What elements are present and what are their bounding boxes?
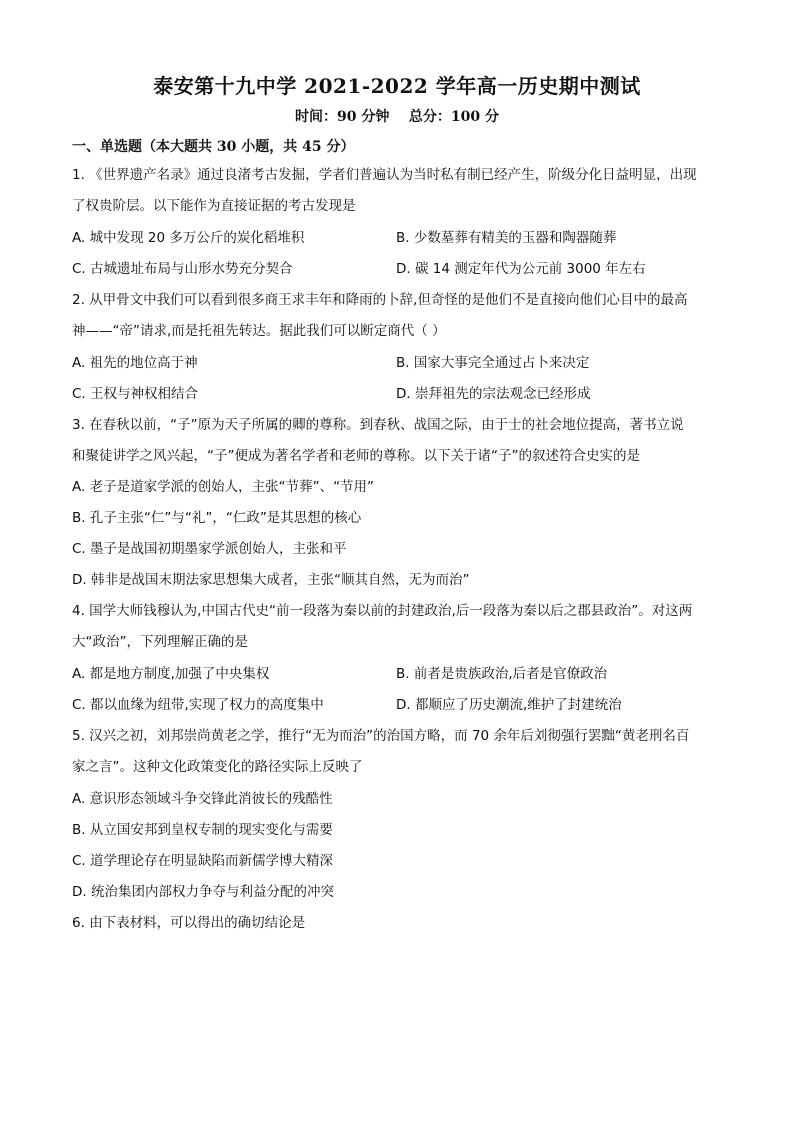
question-1-line-2: 了权贵阶层。以下能作为直接证据的考古发现是 [72, 198, 356, 214]
question-1-option-a: A. 城中发现 20 多万公斤的炭化稻堆积 [72, 230, 305, 246]
question-4-option-d: D. 都顺应了历史潮流,维护了封建统治 [396, 697, 622, 713]
exam-title: 泰安第十九中学 2021-2022 学年高一历史期中测试 [153, 74, 641, 98]
question-5-option-d: D. 统治集团内部权力争夺与利益分配的冲突 [72, 884, 334, 900]
question-3-option-d: D. 韩非是战国末期法家思想集大成者，主张“顺其自然，无为而治” [72, 572, 470, 588]
question-4-option-a: A. 都是地方制度,加强了中央集权 [72, 666, 270, 682]
question-5-line-1: 5. 汉兴之初，刘邦崇尚黄老之学，推行“无为而治”的治国方略，而 70 余年后刘彻强行罢黜“黄老刑名百 [72, 728, 690, 744]
question-2-option-b: B. 国家大事完全通过占卜来决定 [396, 355, 590, 371]
question-2-line-1: 2. 从甲骨文中我们可以看到很多商王求丰年和降雨的卜辞,但奇怪的是他们不是直接向他们心目中的最高 [72, 292, 688, 308]
question-3-line-2: 和聚徒讲学之风兴起，“子”便成为著名学者和老师的尊称。以下关于诸“子”的叙述符合史实的是 [72, 448, 640, 464]
question-2-option-a: A. 祖先的地位高于神 [72, 355, 198, 371]
question-5-line-2: 家之言”。这种文化政策变化的路径实际上反映了 [72, 759, 363, 775]
section-heading: 一、单选题（本大题共 30 小题，共 45 分） [72, 139, 355, 155]
question-4-option-b: B. 前者是贵族政治,后者是官僚政治 [396, 666, 608, 682]
question-3-option-a: A. 老子是道家学派的创始人，主张“节葬”、“节用” [72, 479, 375, 495]
question-2-option-d: D. 崇拜祖先的宗法观念已经形成 [396, 386, 591, 402]
question-5-option-c: C. 道学理论存在明显缺陷而新儒学博大精深 [72, 853, 334, 869]
question-2-line-2: 神——“帝”请求,而是托祖先转达。据此我们可以断定商代（ ） [72, 323, 446, 339]
question-6-line-1: 6. 由下表材料，可以得出的确切结论是 [72, 915, 306, 931]
exam-subtitle: 时间：90 分钟 总分：100 分 [295, 109, 499, 125]
question-4-line-2: 大“政治”，下列理解正确的是 [72, 634, 248, 650]
question-1-option-c: C. 古城遗址布局与山形水势充分契合 [72, 261, 293, 277]
question-5-option-a: A. 意识形态领域斗争交锋此消彼长的残酷性 [72, 791, 333, 807]
question-1-option-b: B. 少数墓葬有精美的玉器和陶器随葬 [396, 230, 617, 246]
question-4-option-c: C. 都以血缘为纽带,实现了权力的高度集中 [72, 697, 324, 713]
question-3-option-b: B. 孔子主张“仁”与“礼”，“仁政”是其思想的核心 [72, 510, 362, 526]
question-5-option-b: B. 从立国安邦到皇权专制的现实变化与需要 [72, 822, 333, 838]
question-3-option-c: C. 墨子是战国初期墨家学派创始人，主张和平 [72, 541, 347, 557]
question-3-line-1: 3. 在春秋以前，“子”原为天子所属的卿的尊称。到春秋、战国之际，由于士的社会地位提高，著书立说 [72, 417, 684, 433]
question-1-line-1: 1. 《世界遗产名录》通过良渚考古发掘，学者们普遍认为当时私有制已经产生，阶级分化日益明显，出现 [72, 167, 697, 183]
question-4-line-1: 4. 国学大师钱穆认为,中国古代史“前一段落为秦以前的封建政治,后一段落为秦以后之郡县政治”。对这两 [72, 603, 693, 619]
question-2-option-c: C. 王权与神权相结合 [72, 386, 199, 402]
question-1-option-d: D. 碳 14 测定年代为公元前 3000 年左右 [396, 261, 646, 277]
